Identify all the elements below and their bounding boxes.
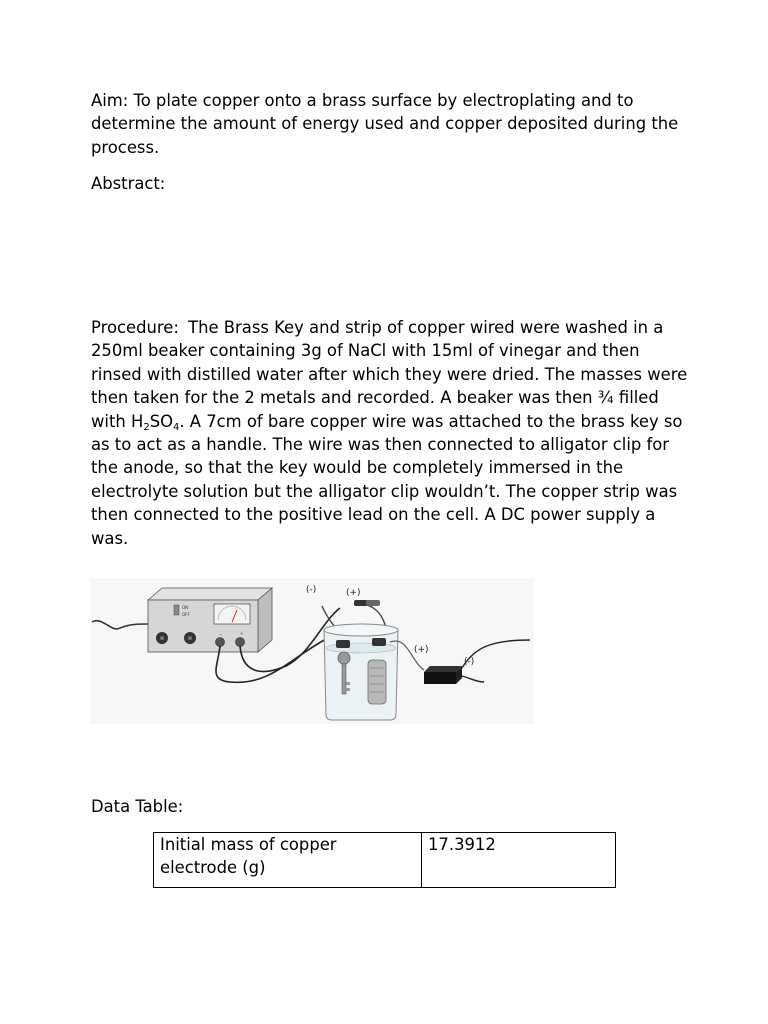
brass-key-tooth-1	[346, 682, 350, 685]
lead-negative-right-label: (-)	[464, 657, 475, 667]
lead-positive-right-label: (+)	[414, 645, 429, 655]
brass-key-shaft-icon	[342, 664, 346, 694]
procedure-paragraph	[91, 316, 691, 550]
knob-right-center	[188, 636, 192, 640]
abstract-heading: Abstract:	[91, 174, 166, 193]
alligator-clip-top-2-icon	[366, 600, 380, 606]
terminal-positive-label: +	[240, 631, 244, 636]
procedure-text-part2: SO	[149, 411, 173, 431]
electroplating-apparatus-diagram	[90, 578, 534, 724]
power-supply-top-face	[148, 588, 272, 600]
copper-strip-icon	[368, 660, 386, 704]
dc-cell-top	[424, 666, 462, 672]
beaker-with-electrolyte	[324, 624, 398, 720]
data-table	[153, 832, 616, 888]
lead-negative-top-label: (-)	[306, 585, 317, 595]
beaker-rim	[324, 624, 398, 636]
alligator-clip-key-icon	[336, 640, 350, 648]
brass-key-tooth-2	[346, 688, 350, 691]
procedure-text-part1: The Brass Key and strip of copper wired were washed in a 250ml beaker containing 3g of NaCl with 15ml of vinegar and then rinsed with distilled water after which they were dried. The masses were then taken for the 2 metals and recorded. A beaker was then ¾ filled with H	[91, 318, 688, 431]
alligator-clip-top-icon	[354, 600, 368, 606]
switch-on-label: ON	[182, 605, 189, 610]
power-supply-unit	[148, 588, 272, 652]
table-cell-label: Initial mass of copper electrode (g)	[154, 833, 422, 888]
table-row	[154, 833, 616, 888]
terminal-positive-icon	[236, 638, 245, 647]
table-cell-value: 17.3912	[422, 833, 616, 888]
procedure-label: Procedure:	[91, 318, 179, 337]
dc-cell-body	[424, 672, 456, 684]
procedure-subscript-2: 4	[173, 421, 180, 433]
power-switch-icon	[174, 605, 179, 615]
knob-left-center	[160, 636, 164, 640]
brass-key-head-icon	[338, 652, 350, 664]
dc-cell-icon	[424, 666, 462, 684]
procedure-subscript-1: 2	[143, 421, 150, 433]
terminal-negative-icon	[216, 638, 225, 647]
data-table-heading: Data Table:	[91, 797, 184, 816]
procedure-text-part3: . A 7cm of bare copper wire was attached to the brass key so as to act as a handle. The wire was then connected to alligator clip for the anode, so that the key would be completely immersed in the electrolyte solution but the alligator clip wouldn’t. The copper strip was then connected to the positive lead on the cell. A DC power supply a was.	[91, 411, 683, 548]
alligator-clip-strip-icon	[372, 638, 386, 646]
switch-off-label: OFF	[182, 612, 190, 617]
lead-positive-top-label: (+)	[346, 588, 361, 598]
aim-paragraph: Aim: To plate copper onto a brass surface by electroplating and to determine the amount of energy used and copper deposited during the process.	[91, 91, 679, 157]
terminal-negative-label: −	[219, 632, 223, 637]
